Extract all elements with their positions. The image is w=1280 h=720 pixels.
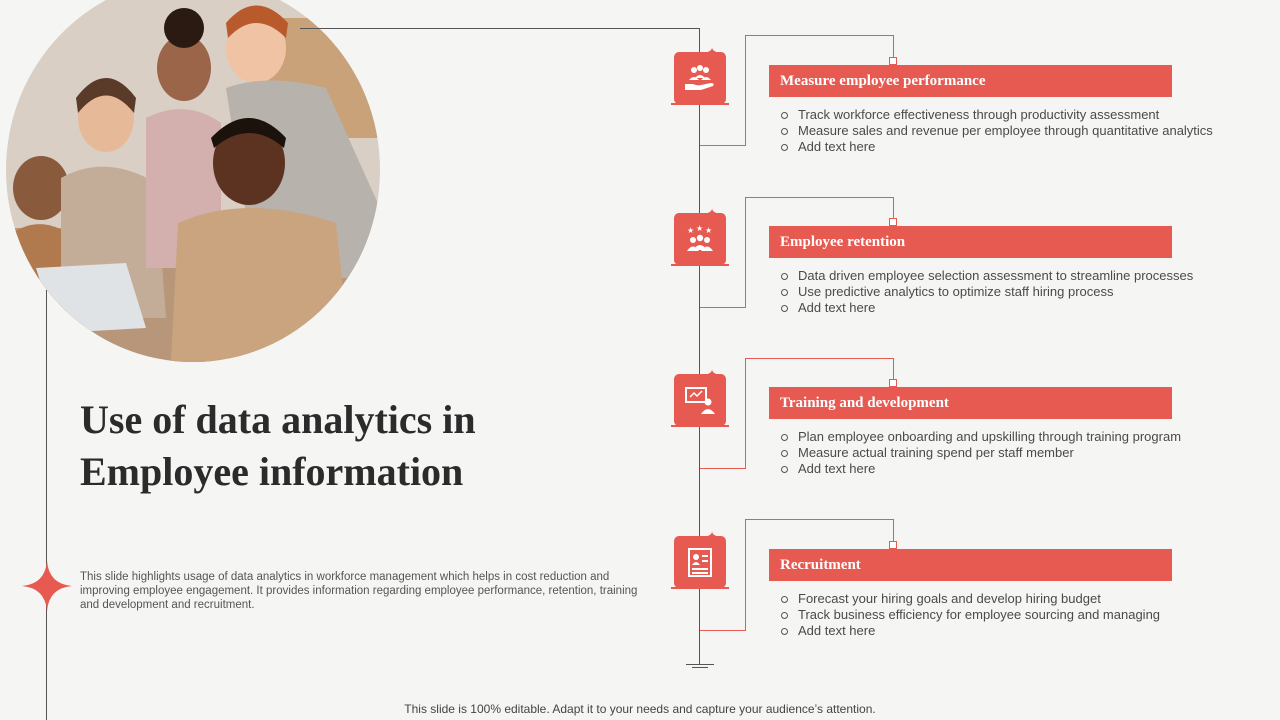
- presentation-icon: [684, 385, 716, 415]
- team-photo: [6, 0, 380, 362]
- section-1-icon-box: [674, 52, 726, 104]
- connector: [700, 145, 746, 146]
- connector: [745, 358, 746, 469]
- list-item: Data driven employee selection assessment to streamline processes: [769, 268, 1193, 284]
- list-item: Track business efficiency for employee sourcing and managing: [769, 607, 1160, 623]
- connector-knot: [889, 57, 897, 65]
- list-item: Add text here: [769, 139, 1213, 155]
- sparkle-icon: ✦: [707, 45, 718, 59]
- connector: [745, 519, 746, 631]
- icon-underline: [671, 587, 729, 589]
- section-3-heading: Training and development: [769, 387, 1172, 419]
- svg-text:★: ★: [696, 224, 704, 233]
- connector: [745, 197, 746, 308]
- svg-text:★: ★: [705, 226, 713, 235]
- top-connector-line: [300, 28, 700, 29]
- connector: [745, 358, 894, 359]
- section-1-heading: Measure employee performance: [769, 65, 1172, 97]
- connector: [745, 197, 894, 198]
- icon-underline: [671, 264, 729, 266]
- left-vertical-line: [46, 290, 47, 720]
- connector: [700, 630, 746, 631]
- section-2-icon-box: [674, 213, 726, 265]
- sparkle-icon: ✦: [707, 367, 718, 381]
- sparkle-icon: ✦: [707, 206, 718, 220]
- section-3-bullets: [769, 429, 1181, 477]
- page-title: Use of data analytics in Employee information: [80, 397, 476, 494]
- connector-knot: [889, 379, 897, 387]
- section-4-bullets: [769, 591, 1160, 639]
- section-2-heading: Employee retention: [769, 226, 1172, 258]
- connector: [700, 468, 746, 469]
- list-item: Plan employee onboarding and upskilling through training program: [769, 429, 1181, 445]
- slide-description: This slide highlights usage of data analytics in workforce management which helps in cost reduction and improving employee engagement. It provides information regarding employee performance, retention, training and development and recruitment.: [80, 571, 638, 611]
- resume-document-icon: [686, 546, 714, 578]
- list-item: Track workforce effectiveness through productivity assessment: [769, 107, 1213, 123]
- list-item: Forecast your hiring goals and develop hiring budget: [769, 591, 1160, 607]
- list-item: Add text here: [769, 300, 1193, 316]
- connector: [745, 519, 894, 520]
- section-3-icon-box: [674, 374, 726, 426]
- svg-text:★: ★: [687, 226, 695, 235]
- four-point-star-icon: [22, 561, 72, 611]
- section-4-heading: Recruitment: [769, 549, 1172, 581]
- section-1-bullets: [769, 107, 1213, 155]
- connector: [745, 35, 894, 36]
- list-item: Use predictive analytics to optimize staff hiring process: [769, 284, 1193, 300]
- footer-note: This slide is 100% editable. Adapt it to your needs and capture your audience’s attention.: [404, 702, 876, 716]
- section-4-icon-box: [674, 536, 726, 588]
- icon-underline: [671, 103, 729, 105]
- timeline-base-short: [692, 667, 708, 668]
- list-item: Measure sales and revenue per employee through quantitative analytics: [769, 123, 1213, 139]
- list-item: Add text here: [769, 623, 1160, 639]
- section-2-bullets: [769, 268, 1193, 316]
- connector: [745, 35, 746, 146]
- team-stars-icon: [684, 224, 716, 254]
- connector-knot: [889, 218, 897, 226]
- connector: [700, 307, 746, 308]
- connector-knot: [889, 541, 897, 549]
- sparkle-icon: ✦: [707, 529, 718, 543]
- list-item: Add text here: [769, 461, 1181, 477]
- list-item: Measure actual training spend per staff member: [769, 445, 1181, 461]
- hand-holding-people-icon: [683, 64, 717, 92]
- timeline-base: [686, 664, 714, 665]
- icon-underline: [671, 425, 729, 427]
